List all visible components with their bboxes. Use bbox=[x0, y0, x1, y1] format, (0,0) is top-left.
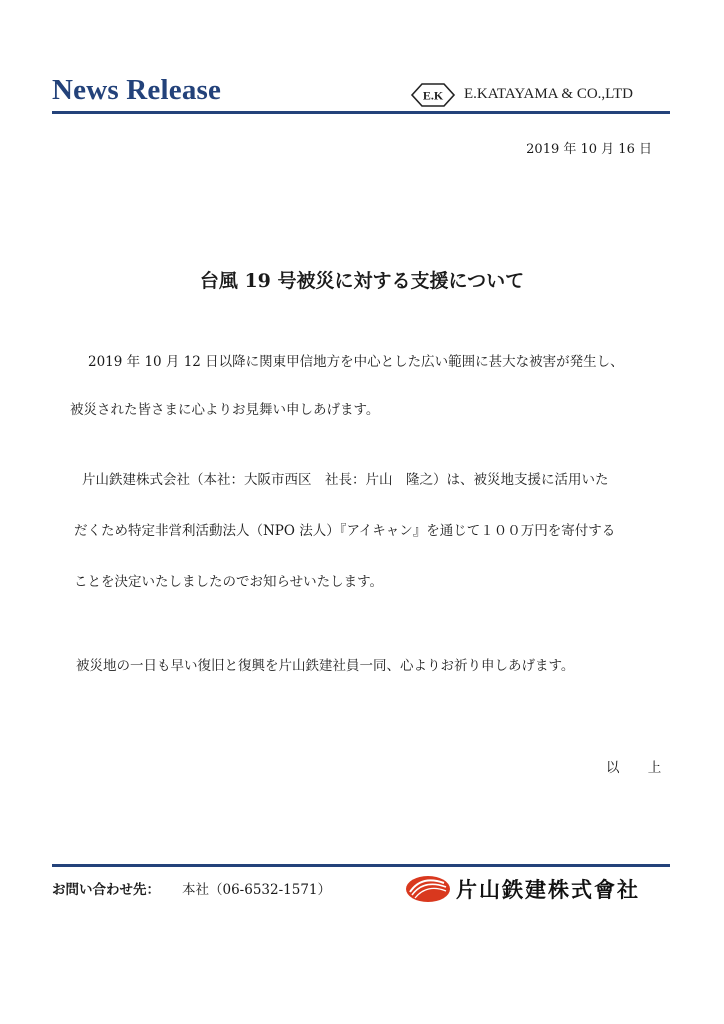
logo-text: E.K bbox=[422, 88, 444, 103]
contact-label: お問い合わせ先： bbox=[52, 882, 160, 898]
header-divider bbox=[52, 111, 670, 114]
paragraph-2-line-2: だくため特定非営利活動法人（NPO 法人）『アイキャン』を通じて１００万円を寄付する bbox=[74, 523, 616, 539]
company-name-header: E.KATAYAMA & CO.,LTD bbox=[464, 86, 633, 102]
release-date: 2019 年 10 月 16 日 bbox=[526, 142, 652, 157]
closing-mark: 以 上 bbox=[606, 760, 674, 776]
paragraph-2-line-3: ことを決定いたしましたのでお知らせいたします。 bbox=[74, 574, 384, 590]
footer-divider bbox=[52, 864, 670, 867]
paragraph-2-line-1: 片山鉄建株式会社（本社：大阪市西区 社長：片山 隆之）は、被災地支援に活用いた bbox=[82, 472, 609, 488]
document-title: 台風 19 号被災に対する支援について bbox=[199, 270, 525, 292]
company-name-footer: 片山鉄建株式會社 bbox=[456, 877, 640, 902]
contact-phone: 本社（06-6532-1571） bbox=[182, 882, 332, 898]
ek-diamond-logo-icon bbox=[410, 82, 456, 108]
katayama-wave-logo-icon bbox=[404, 874, 452, 904]
paragraph-3-line-1: 被災地の一日も早い復旧と復興を片山鉄建社員一同、心よりお祈り申しあげます。 bbox=[76, 658, 575, 674]
paragraph-1-line-2: 被災された皆さまに心よりお見舞い申しあげます。 bbox=[70, 402, 380, 418]
page-title: News Release bbox=[52, 74, 222, 106]
paragraph-1-line-1: 2019 年 10 月 12 日以降に関東甲信地方を中心とした広い範囲に甚大な被害が発生し、 bbox=[88, 354, 624, 370]
